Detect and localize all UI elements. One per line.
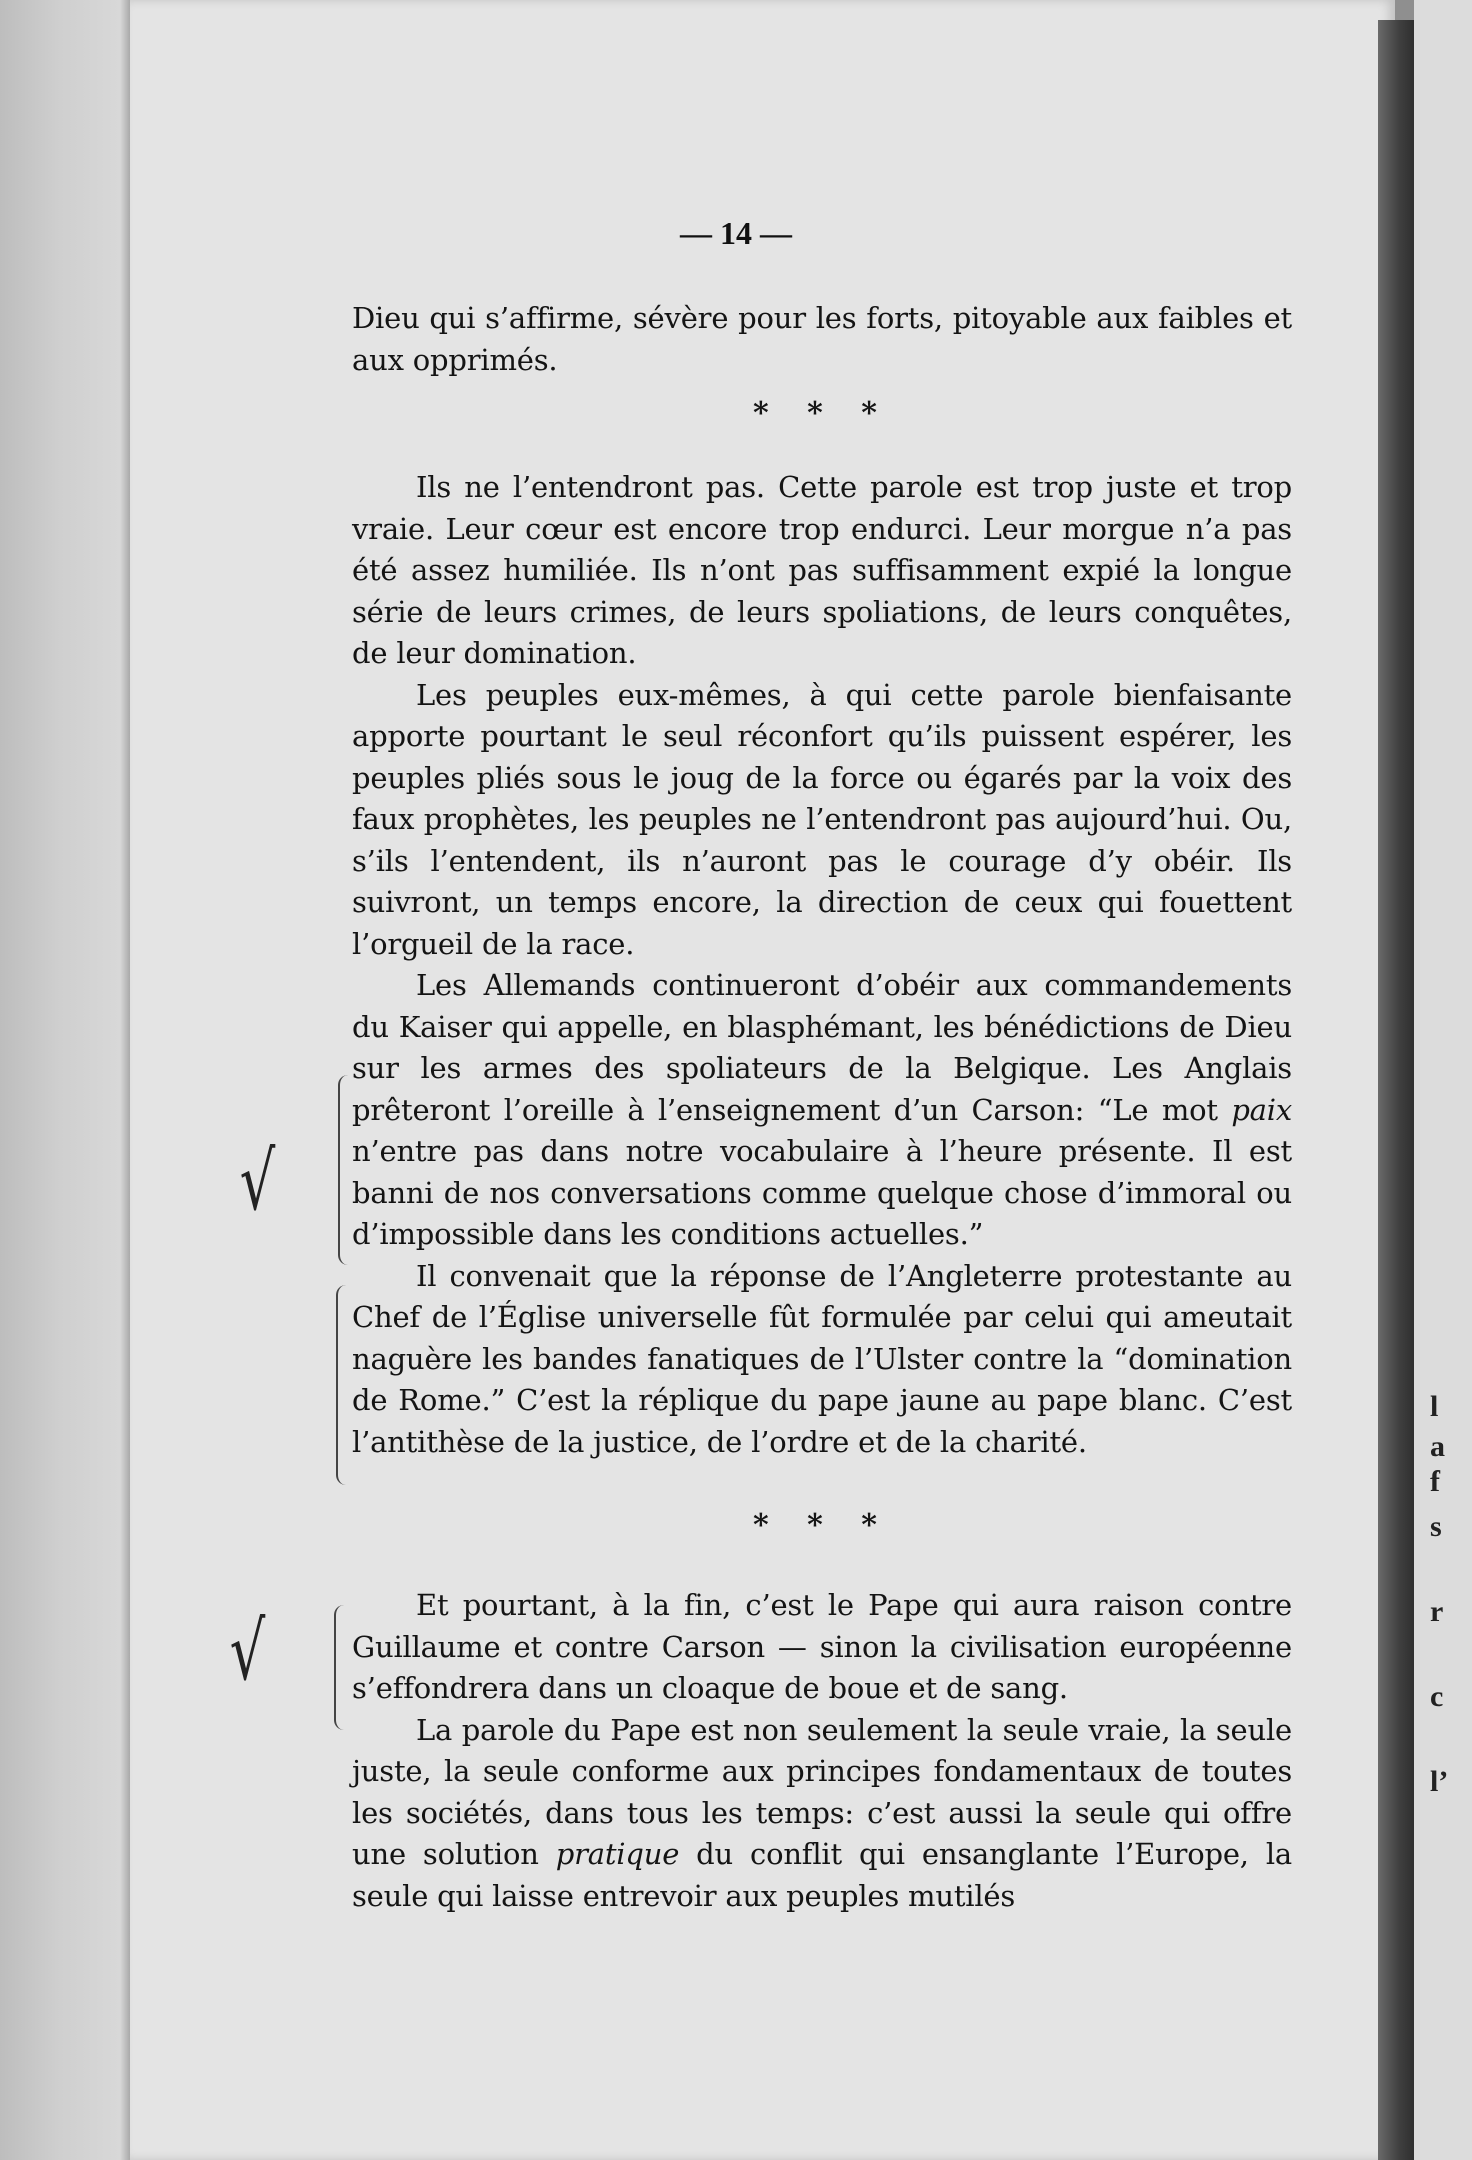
paragraph-text: n’entre pas dans notre vocabulaire à l’heure présente. Il est banni de nos conversations comme quelque chose d’immoral ou d’impossible dans les conditions actuelles.” xyxy=(352,1134,1292,1251)
next-page-letter: s xyxy=(1430,1510,1442,1543)
paragraph: Dieu qui s’affirme, sévère pour les forts, pitoyable aux faibles et aux opprimés. xyxy=(352,301,1292,377)
paragraph xyxy=(352,965,1292,1256)
italic-text: paix xyxy=(1231,1092,1292,1127)
page-number: — 14 — xyxy=(680,215,792,251)
next-page-letter: l xyxy=(1430,1390,1439,1423)
section-separator: * * * xyxy=(753,1508,891,1543)
next-page-letter: a xyxy=(1430,1430,1445,1463)
handwritten-checkmark: √ xyxy=(229,1605,266,1698)
italic-text: pratique xyxy=(555,1837,680,1871)
margin-bracket xyxy=(334,1605,346,1730)
paragraph-text: Les Allemands continueront d’obéir aux commandements du Kaiser qui appelle, en blasphémant, les bénédictions de Dieu sur les armes des spoliateurs de la Belgique. Les Anglais prêteront l’oreille à l’enseignement d’un Carson: “Le mot xyxy=(352,968,1292,1127)
paragraph: Il convenait que la réponse de l’Angleterre protestante au Chef de l’Église universelle fût formulée par celui qui ameutait naguère les bandes fanatiques de l’Ulster contre la “domination de Rome.” C’est la réplique du pape jaune au pape blanc. C’est l’antithèse de la justice, de l’ordre et de la charité. xyxy=(352,1258,1292,1459)
handwritten-checkmark: √ xyxy=(239,1135,276,1228)
next-page-fragment xyxy=(1414,0,1472,2160)
margin-bracket xyxy=(338,1075,350,1265)
paragraph: Et pourtant, à la fin, c’est le Pape qui aura raison contre Guillaume et contre Carson — sinon la civilisation européenne s’effondrera dans un cloaque de boue et de sang. xyxy=(352,1588,1292,1705)
paragraph-text: du conflit qui ensanglante l’Europe, la seule qui laisse entrevoir aux peuples mutilés xyxy=(352,1837,1292,1913)
paragraph: Les peuples eux-mêmes, à qui cette parole bienfaisante apporte pourtant le seul réconfort qu’ils puissent espérer, les peuples pliés sous le joug de la force ou égarés par la voix des faux prophètes, les peuples ne l’entendront pas aujourd’hui. Ou, s’ils l’entendent, ils n’auront pas le courage d’y obéir. Ils suivront, un temps encore, la direction de ceux qui fouettent l’orgueil de la race. xyxy=(352,677,1292,961)
paragraph-text: La parole du Pape est non seulement la seule vraie, la seule juste, la seule conforme aux principes fondamentaux de toutes les sociétés, dans tous les temps: c’est aussi la seule qui offre une solution xyxy=(352,1712,1292,1871)
page-edge-shadow xyxy=(1378,20,1414,2160)
next-page-letter: r xyxy=(1430,1595,1444,1628)
section-separator: * * * xyxy=(753,396,891,431)
page-body-text xyxy=(352,298,1292,1917)
margin-bracket xyxy=(336,1285,348,1485)
scan-background-left xyxy=(0,0,130,2160)
next-page-letter: l’ xyxy=(1430,1765,1449,1798)
paragraph: Ils ne l’entendront pas. Cette parole est trop juste et trop vraie. Leur cœur est encore trop endurci. Leur morgue n’a pas été assez humiliée. Ils n’ont pas suffisamment expié la longue série de leurs crimes, de leurs spoliations, de leurs conquêtes, de leur domination. xyxy=(352,470,1292,670)
next-page-letter: c xyxy=(1430,1680,1444,1713)
paragraph xyxy=(352,1710,1292,1918)
next-page-letter: f xyxy=(1430,1465,1440,1498)
